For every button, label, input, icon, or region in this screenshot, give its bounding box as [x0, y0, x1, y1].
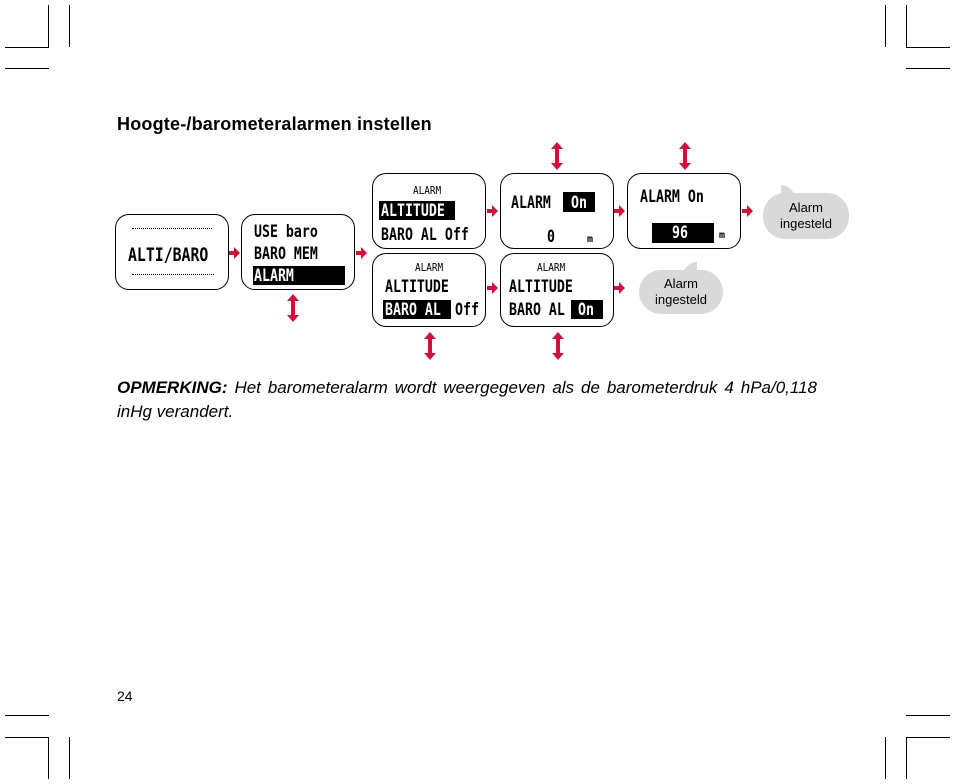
crop-mark: [906, 5, 907, 47]
alarm-set-bubble: [763, 193, 849, 239]
bubble-tail: [683, 262, 697, 276]
note-paragraph: [117, 376, 817, 424]
crop-mark: [48, 5, 49, 47]
watch-screen-alarm-on-96: [627, 173, 741, 249]
crop-mark: [48, 737, 49, 779]
crop-mark: [69, 737, 70, 779]
altitude-value: 96: [672, 223, 688, 243]
up-down-arrow-icon: [423, 332, 437, 360]
crop-mark: [5, 68, 49, 69]
crop-mark: [906, 47, 950, 48]
screen-text: USE baro: [254, 222, 318, 242]
crop-mark: [906, 68, 950, 69]
screen-text: ALTI/BARO: [128, 244, 209, 266]
screen-text: ALTITUDE: [381, 201, 445, 221]
screen-text: On: [571, 193, 587, 213]
screen-title: ALARM: [415, 261, 444, 274]
screen-text: BARO AL Off: [381, 225, 469, 245]
crop-mark: [5, 47, 49, 48]
dotted-line: [132, 274, 214, 275]
bubble-text: Alarm: [789, 200, 823, 215]
watch-screen-baro-al-off: [372, 253, 486, 327]
screen-text: BARO MEM: [254, 244, 318, 264]
screen-text: BARO AL: [385, 300, 441, 320]
up-down-arrow-icon: [678, 142, 692, 170]
right-arrow-icon: [487, 204, 499, 218]
right-arrow-icon: [614, 204, 626, 218]
screen-title: ALARM: [413, 184, 442, 197]
alarm-set-bubble: [639, 270, 723, 314]
crop-mark: [906, 715, 950, 716]
note-label: OPMERKING:: [117, 378, 228, 397]
right-arrow-icon: [229, 246, 241, 260]
note-text: Het barometeralarm wordt weergegeven als de barometerdruk 4 hPa/0,118 inHg verandert.: [117, 378, 817, 421]
bubble-text: Alarm: [664, 276, 698, 291]
right-arrow-icon: [614, 281, 626, 295]
crop-mark: [885, 5, 886, 47]
watch-screen-menu: [241, 214, 355, 290]
altitude-unit: m: [587, 234, 594, 245]
right-arrow-icon: [487, 281, 499, 295]
up-down-arrow-icon: [286, 294, 300, 322]
bubble-tail: [781, 185, 795, 199]
bubble-text: ingesteld: [779, 216, 833, 231]
crop-mark: [69, 5, 70, 47]
right-arrow-icon: [356, 246, 368, 260]
altitude-unit: m: [719, 230, 726, 241]
watch-screen-baro-al-on: [500, 253, 614, 327]
up-down-arrow-icon: [551, 332, 565, 360]
watch-screen-alarm-altitude: [372, 173, 486, 249]
screen-text: ALARM: [511, 193, 551, 213]
altitude-value: 0: [547, 227, 555, 247]
crop-mark: [906, 737, 907, 779]
bubble-text: ingesteld: [654, 292, 708, 307]
crop-mark: [906, 737, 950, 738]
crop-mark: [5, 737, 49, 738]
screen-title: ALARM: [537, 261, 566, 274]
watch-screen-alarm-on-zero: [500, 173, 614, 249]
screen-text: BARO AL: [509, 300, 565, 320]
screen-text: ALARM: [254, 266, 294, 286]
section-heading: Hoogte-/barometeralarmen instellen: [117, 114, 432, 134]
screen-text: Off: [455, 300, 479, 320]
screen-text: On: [578, 300, 594, 320]
up-down-arrow-icon: [550, 142, 564, 170]
screen-text: ALARM On: [640, 187, 704, 207]
screen-text: ALTITUDE: [509, 277, 573, 297]
crop-mark: [885, 737, 886, 779]
right-arrow-icon: [742, 204, 754, 218]
crop-mark: [5, 715, 49, 716]
dotted-line: [132, 228, 212, 229]
page-number: 24: [117, 688, 133, 704]
screen-text: ALTITUDE: [385, 277, 449, 297]
watch-screen-alti-baro: [115, 214, 229, 290]
